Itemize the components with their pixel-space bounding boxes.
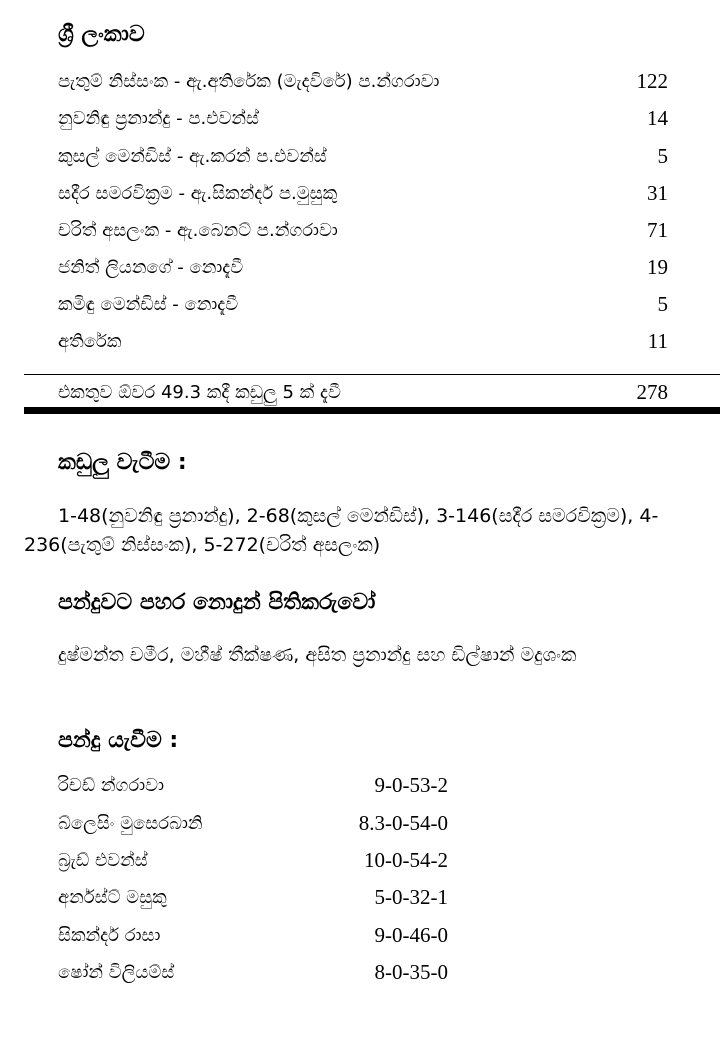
- batter-name: ජනිත් ලියනගේ - නොදැවී: [58, 256, 244, 278]
- bowler-name: ෂෝන් විලියම්ස්: [58, 961, 175, 983]
- dnb-heading: පන්දුවට පහර නොදුන් පිතිකරුවෝ: [58, 590, 376, 615]
- total-runs: 278: [636, 379, 668, 404]
- bowler-name: සිකන්දර් රාසා: [58, 924, 161, 946]
- bowling-row: [58, 845, 448, 875]
- batter-runs: 122: [636, 68, 668, 93]
- bowling-row: [58, 920, 448, 950]
- total-divider-bottom: [24, 407, 720, 414]
- bowler-name: අර්නස්ට් මසුකු: [58, 886, 167, 908]
- batter-name: පැතුම් නිස්සංක - ඇ.අතිරේක (මැදවිරේ) ප.න්ගරාවා: [58, 70, 440, 92]
- bowler-name: රිචඩ් න්ගරාවා: [58, 774, 165, 796]
- batter-name: කමිඳු මෙන්ඩිස් - නොදැවී: [58, 293, 239, 315]
- bowler-figures: 8-0-35-0: [374, 959, 448, 984]
- batting-row: [58, 103, 668, 133]
- batter-runs: 5: [657, 143, 668, 168]
- batter-runs: 71: [647, 217, 668, 242]
- dnb-text: දුෂ්මන්ත චමීර, මහීෂ් තීක්ෂණ, අසිත ප්‍රනාන්දු සහ ඩිල්ෂාන් මදුශංක: [58, 644, 577, 666]
- bowler-figures: 9-0-53-2: [374, 772, 448, 797]
- fow-heading: කඩුලු වැටීම :: [58, 450, 187, 475]
- bowler-name: බ්ලෙසිං මුසෙරබානි: [58, 812, 203, 834]
- extras-runs: 11: [647, 328, 668, 353]
- bowler-figures: 10-0-54-2: [364, 847, 448, 872]
- batter-name: සදීර සමරවික්‍රම - ඇ.සිකන්දර් ප.මුසුකු: [58, 182, 338, 204]
- batting-row: [58, 66, 668, 96]
- bowling-heading: පන්දු යැවීම :: [58, 728, 179, 753]
- batting-row: [58, 326, 668, 356]
- total-divider-top: [24, 374, 720, 375]
- bowler-name: බ්‍රැඩ් එවන්ස්: [58, 849, 148, 871]
- batting-row: [58, 215, 668, 245]
- batting-row: [58, 289, 668, 319]
- bowler-figures: 8.3-0-54-0: [358, 810, 448, 835]
- team-heading: ශ්‍රී ලංකාව: [58, 22, 145, 47]
- bowling-row: [58, 957, 448, 987]
- fow-text: 1-48(නුවනිඳු ප්‍රනාන්දු), 2-68(කුසල් මෙන්ඩිස්), 3-146(සදීර සමරවික්‍රම), 4-236(පැතුම් නිස්සංක), 5-272(චරිත් අසලංක): [24, 505, 659, 556]
- batter-name: චරිත් අසලංක - ඇ.බෙනට් ප.න්ගරාවා: [58, 219, 338, 241]
- batter-runs: 14: [647, 105, 668, 130]
- batting-row: [58, 141, 668, 171]
- extras-label: අතිරේක: [58, 330, 122, 352]
- batter-name: නුවනිඳු ප්‍රනාන්දු - ප.එවන්ස්: [58, 107, 259, 129]
- bowling-row: [58, 882, 448, 912]
- bowling-row: [58, 770, 448, 800]
- batting-row: [58, 178, 668, 208]
- total-label: එකතුව ඕවර 49.3 කදී කඩුලු 5 ක් දැවී: [58, 381, 341, 403]
- batter-runs: 31: [647, 180, 668, 205]
- bowler-figures: 9-0-46-0: [374, 922, 448, 947]
- batting-row: [58, 252, 668, 282]
- batter-name: කුසල් මෙන්ඩිස් - ඇ.කරන් ප.එවන්ස්: [58, 145, 327, 167]
- bowler-figures: 5-0-32-1: [374, 884, 448, 909]
- batter-runs: 19: [647, 254, 668, 279]
- batter-runs: 5: [657, 291, 668, 316]
- total-row: [58, 377, 668, 407]
- bowling-row: [58, 808, 448, 838]
